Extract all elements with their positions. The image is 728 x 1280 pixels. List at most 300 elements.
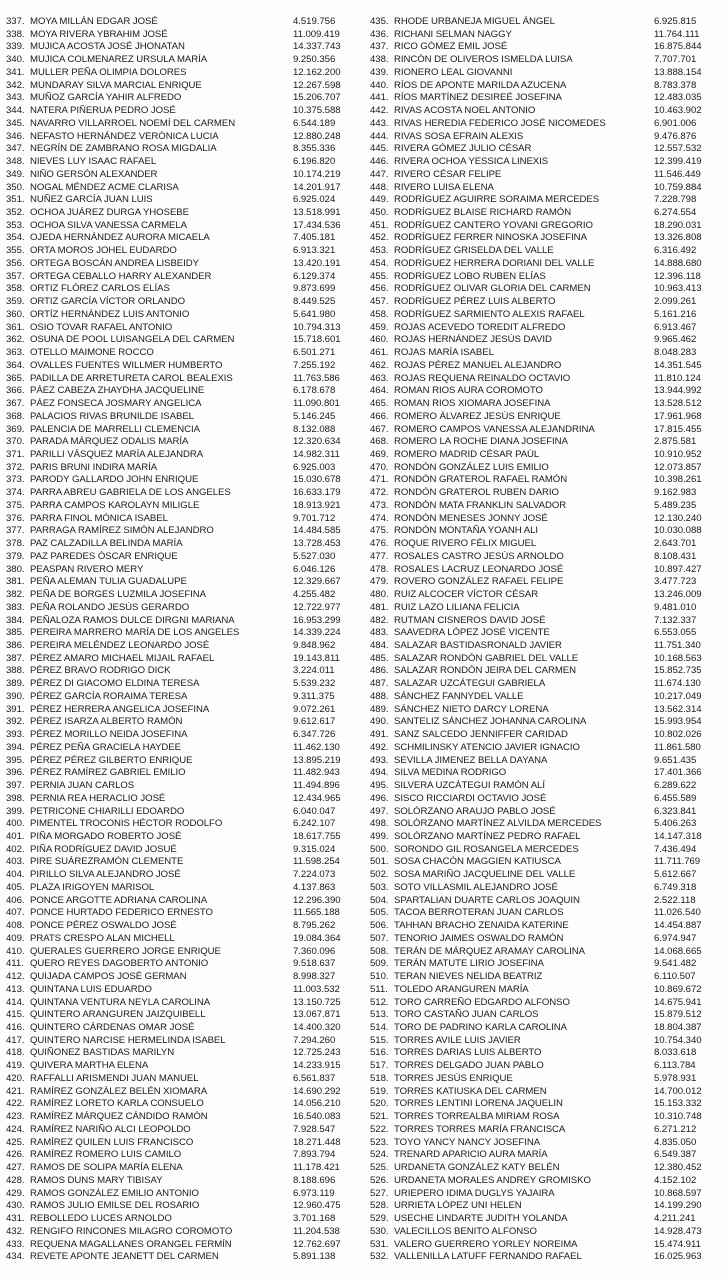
- list-item: [6, 1213, 358, 1226]
- id-number: 18.271.448: [293, 1136, 341, 1148]
- list-item: [6, 309, 358, 322]
- list-item: [370, 971, 722, 984]
- person-name: PÁEZ FONSECA JOSMARY ANGELICA: [30, 398, 202, 410]
- list-item: [6, 296, 358, 309]
- list-item: [6, 347, 358, 360]
- person-name: NAVARRO VILLARROEL NOEMÍ DEL CARMEN: [30, 117, 236, 129]
- person-name: RIVERO LUISA ELENA: [394, 181, 494, 193]
- list-item: [6, 653, 358, 666]
- person-name: PADILLA DE ARRETURETA CAROL BEALEXIS: [30, 372, 233, 384]
- person-name: PARRA CAMPOS KAROLAYN MILIGLE: [30, 499, 200, 511]
- list-item: [6, 946, 358, 959]
- person-name: RONDÓN GRATEROL RAFAEL RAMÓN: [394, 474, 568, 486]
- id-number: 7.294.260: [293, 1034, 336, 1046]
- person-name: PERNIA JUAN CARLOS: [30, 780, 135, 792]
- person-name: PARRA ABREU GABRIELA DE LOS ANGELES: [30, 487, 231, 499]
- item-number: 349.: [6, 168, 25, 180]
- item-number: 391.: [6, 703, 25, 715]
- person-name: PÉREZ GARCÍA RORAIMA TERESA: [30, 690, 188, 702]
- list-item: [370, 665, 722, 678]
- list-item: [370, 436, 722, 449]
- person-name: MUJICA ACOSTA JOSÉ JHONATAN: [30, 41, 185, 53]
- id-number: 6.749.318: [654, 881, 697, 893]
- list-item: [370, 1047, 722, 1060]
- item-number: 480.: [370, 589, 389, 601]
- id-number: 9.612.617: [293, 716, 336, 728]
- list-item: [370, 742, 722, 755]
- id-number: 10.868.597: [654, 1187, 702, 1199]
- id-number: 2.875.581: [654, 436, 697, 448]
- list-item: [370, 322, 722, 335]
- person-name: RONDÓN GONZÁLEZ LUIS EMILIO: [394, 461, 549, 473]
- list-item: [6, 933, 358, 946]
- id-number: 11.462.130: [293, 741, 340, 753]
- person-name: PLAZA IRIGOYEN MARISOL: [30, 881, 155, 893]
- id-number: 10.463.902: [654, 105, 702, 117]
- id-number: 14.147.318: [654, 831, 702, 842]
- person-name: PRATS CRESPO ALAN MICHELL: [30, 932, 175, 944]
- item-number: 350.: [6, 181, 25, 193]
- person-name: MOYA RIVERA YBRAHIM JOSÉ: [30, 28, 168, 40]
- person-name: VALECILLOS BENITO ALFONSO: [394, 1225, 537, 1237]
- id-number: 12.434.965: [293, 792, 341, 804]
- person-name: RODRÍGUEZ GRISELDA DEL VALLE: [394, 245, 554, 257]
- id-number: 9.481.010: [654, 601, 697, 613]
- id-number: 7.228.798: [654, 194, 697, 206]
- item-number: 422.: [6, 1098, 25, 1110]
- id-number: 17.961.968: [654, 410, 702, 422]
- item-number: 506.: [370, 920, 389, 932]
- list-item: [370, 462, 722, 475]
- item-number: 399.: [6, 805, 25, 817]
- list-item: [370, 1086, 722, 1099]
- list-item: [6, 500, 358, 513]
- id-number: 7.436.494: [654, 843, 697, 855]
- list-item: [6, 41, 358, 54]
- id-number: 14.454.887: [654, 920, 702, 932]
- person-name: TORRES LENTINI LORENA JAQUELIN: [394, 1098, 563, 1110]
- person-name: ORTIZ GARCÍA VÍCTOR ORLANDO: [30, 296, 186, 308]
- list-item: [370, 984, 722, 997]
- id-number: 7.928.547: [293, 1123, 336, 1135]
- id-number: 16.633.179: [293, 487, 341, 499]
- list-item: [370, 831, 722, 844]
- item-number: 512.: [370, 996, 389, 1008]
- id-number: 11.674.130: [654, 678, 701, 690]
- person-name: RONDÓN MONTAÑA YOANH ALI: [394, 525, 538, 537]
- item-number: 427.: [6, 1162, 25, 1174]
- item-number: 337.: [6, 16, 25, 27]
- id-number: 6.925.003: [293, 461, 336, 473]
- list-item: [6, 1124, 358, 1137]
- list-item: [6, 1035, 358, 1048]
- person-name: TORO CARREÑO EDGARDO ALFONSO: [394, 996, 570, 1008]
- list-item: [6, 729, 358, 742]
- person-name: USECHE LINDARTE JUDITH YOLANDA: [394, 1213, 568, 1225]
- id-number: 18.913.921: [293, 499, 341, 511]
- list-item: [370, 678, 722, 691]
- item-number: 484.: [370, 639, 389, 651]
- item-number: 393.: [6, 729, 25, 741]
- person-name: ROMAN RIOS XIOMARA JOSEFINA: [394, 398, 551, 410]
- list-item: [6, 398, 358, 411]
- person-name: OVALLES FUENTES WILLMER HUMBERTO: [30, 359, 223, 371]
- item-number: 457.: [370, 296, 389, 308]
- id-number: 12.880.248: [293, 130, 341, 142]
- id-number: 8.795.262: [293, 920, 336, 932]
- list-item: [370, 29, 722, 42]
- id-number: 11.546.449: [654, 168, 701, 180]
- person-name: PARILLI VÁSQUEZ MARÍA ALEJANDRA: [30, 448, 204, 460]
- list-item: [6, 895, 358, 908]
- item-number: 360.: [6, 308, 25, 320]
- person-name: PALACIOS RIVAS BRUNILDE ISABEL: [30, 410, 194, 422]
- item-number: 437.: [370, 41, 389, 53]
- person-name: ROSALES LACRUZ LEONARDO JOSÉ: [394, 563, 564, 575]
- list-item: [6, 1073, 358, 1086]
- person-name: PETRICONE CHIARILLI EDOARDO: [30, 805, 185, 817]
- id-number: 4.835.050: [654, 1136, 697, 1148]
- list-item: [370, 1098, 722, 1111]
- item-number: 396.: [6, 767, 25, 779]
- person-name: TAHHAN BRACHO ZENAIDA KATERINE: [394, 920, 569, 932]
- id-number: 14.056.210: [293, 1098, 341, 1110]
- list-item: [6, 1188, 358, 1201]
- list-item: [6, 462, 358, 475]
- item-number: 339.: [6, 41, 25, 53]
- id-number: 14.337.743: [293, 41, 341, 53]
- item-number: 463.: [370, 372, 389, 384]
- id-number: 14.484.585: [293, 525, 341, 537]
- item-number: 375.: [6, 499, 25, 511]
- id-number: 12.960.475: [293, 1200, 341, 1212]
- item-number: 486.: [370, 665, 389, 677]
- person-name: ROJAS PÉREZ MANUEL ALEJANDRO: [394, 359, 562, 371]
- person-name: NOGAL MÉNDEZ ACME CLARISA: [30, 181, 179, 193]
- id-number: 7.405.181: [293, 232, 336, 244]
- list-item: [6, 997, 358, 1010]
- item-number: 426.: [6, 1149, 25, 1161]
- id-number: 5.161.216: [654, 308, 697, 320]
- list-item: [370, 958, 722, 971]
- person-name: ROJAS MARÍA ISABEL: [394, 347, 494, 359]
- person-name: SOLÓRZANO MARTÍNEZ ALVILDA MERCEDES: [394, 818, 602, 830]
- person-name: PIMENTEL TROCONIS HÉCTOR RODOLFO: [30, 818, 223, 830]
- list-item: [370, 640, 722, 653]
- id-number: 6.553.055: [654, 627, 697, 639]
- person-name: RIVERA GÓMEZ JULIO CÉSAR: [394, 143, 532, 155]
- item-number: 493.: [370, 754, 389, 766]
- person-name: TERAN NIEVES NELIDA BEATRIZ: [394, 971, 543, 983]
- id-number: 6.289.622: [654, 780, 697, 792]
- id-number: 5.891.138: [293, 1251, 336, 1263]
- id-number: 10.963.413: [654, 283, 702, 295]
- person-name: SORONDO GIL ROSANGELA MERCEDES: [394, 843, 579, 855]
- person-name: RODRÍGUEZ SARMIENTO ALEXIS RAFAEL: [394, 308, 585, 320]
- item-number: 402.: [6, 843, 25, 855]
- list-item: [370, 385, 722, 398]
- list-item: [370, 1060, 722, 1073]
- list-item: [370, 844, 722, 857]
- id-number: 7.707.701: [654, 54, 697, 66]
- id-number: 6.925.815: [654, 16, 697, 27]
- item-number: 492.: [370, 741, 389, 753]
- id-number: 11.810.124: [654, 372, 701, 384]
- item-number: 343.: [6, 92, 25, 104]
- list-item: [6, 54, 358, 67]
- person-name: PÉREZ MORILLO NEIDA JOSEFINA: [30, 729, 188, 741]
- list-item: [370, 105, 722, 118]
- id-number: 11.598.254: [293, 856, 340, 868]
- item-number: 370.: [6, 436, 25, 448]
- id-number: 8.132.088: [293, 423, 336, 435]
- person-name: RODRÍGUEZ FERRER NINOSKA JOSEFINA: [394, 232, 587, 244]
- id-number: 8.783.378: [654, 79, 697, 91]
- person-name: PÁEZ CABEZA ZHAYDHA JACQUELINE: [30, 385, 205, 397]
- person-name: URDANETA GONZÁLEZ KATY BELÉN: [394, 1162, 560, 1174]
- id-number: 6.274.554: [654, 207, 697, 219]
- list-item: [370, 780, 722, 793]
- list-item: [6, 615, 358, 628]
- item-number: 530.: [370, 1225, 389, 1237]
- id-number: 15.153.332: [654, 1098, 702, 1110]
- id-number: 10.869.672: [654, 983, 702, 995]
- list-item: [370, 487, 722, 500]
- id-number: 10.910.952: [654, 448, 702, 460]
- list-item: [6, 691, 358, 704]
- list-item: [370, 538, 722, 551]
- person-name: RAMÍREZ LORETO KARLA CONSUELO: [30, 1098, 204, 1110]
- id-number: 6.925.024: [293, 194, 336, 206]
- item-number: 388.: [6, 665, 25, 677]
- person-name: RUIZ LAZO LILIANA FELICIA: [394, 601, 520, 613]
- id-number: 6.501.271: [293, 347, 336, 359]
- person-name: ROQUE RIVERO FÉLIX MIGUEL: [394, 538, 537, 550]
- list-item: [6, 742, 358, 755]
- item-number: 356.: [6, 257, 25, 269]
- person-name: PAZ PAREDES ÓSCAR ENRIQUE: [30, 550, 178, 562]
- item-number: 438.: [370, 54, 389, 66]
- id-number: 4.211.241: [654, 1213, 696, 1225]
- id-number: 9.873.699: [293, 283, 336, 295]
- item-number: 479.: [370, 576, 389, 588]
- list-item: [370, 716, 722, 729]
- list-item: [6, 29, 358, 42]
- list-item: [370, 729, 722, 742]
- person-name: TORRES KATIUSKA DEL CARMEN: [394, 1085, 547, 1097]
- list-item: [370, 80, 722, 93]
- id-number: 12.762.697: [293, 1238, 341, 1250]
- list-item: [370, 1022, 722, 1035]
- person-name: TORRES DARIAS LUIS ALBERTO: [394, 1047, 542, 1059]
- id-number: 2.643.701: [654, 538, 697, 550]
- person-name: SEVILLA JIMENEZ BELLA DAYANA: [394, 754, 548, 766]
- person-name: NIEVES LUY ISAAC RAFAEL: [30, 156, 157, 168]
- id-number: 14.351.545: [654, 359, 702, 371]
- person-name: RIVAS SOSA EFRAIN ALEXIS: [394, 130, 524, 142]
- list-item: [370, 946, 722, 959]
- item-number: 444.: [370, 130, 389, 142]
- id-number: 8.188.696: [293, 1174, 336, 1186]
- id-number: 12.162.200: [293, 66, 341, 78]
- item-number: 517.: [370, 1060, 389, 1072]
- item-number: 511.: [370, 983, 388, 995]
- list-item: [6, 665, 358, 678]
- item-number: 409.: [6, 932, 25, 944]
- item-number: 394.: [6, 741, 25, 753]
- id-number: 5.489.235: [654, 499, 697, 511]
- person-name: TORRES DELGADO JUAN PABLO: [394, 1060, 544, 1072]
- id-number: 11.482.943: [293, 767, 340, 779]
- person-name: PARODY GALLARDO JOHN ENRIQUE: [30, 474, 199, 486]
- list-item: [370, 131, 722, 144]
- item-number: 439.: [370, 66, 389, 78]
- item-number: 466.: [370, 410, 389, 422]
- id-number: 13.246.009: [654, 589, 702, 601]
- id-number: 11.204.538: [293, 1225, 340, 1237]
- list-item: [370, 704, 722, 717]
- id-number: 9.701.712: [293, 512, 336, 524]
- item-number: 524.: [370, 1149, 389, 1161]
- item-number: 462.: [370, 359, 389, 371]
- id-number: 17.815.455: [654, 423, 702, 435]
- id-number: 6.316.492: [654, 245, 697, 257]
- id-number: 3.701.168: [293, 1213, 336, 1225]
- id-number: 13.067.871: [293, 1009, 341, 1021]
- list-item: [370, 551, 722, 564]
- person-name: NATERA PIÑERUA PEDRO JOSÉ: [30, 105, 176, 117]
- id-number: 5.527.030: [293, 550, 336, 562]
- person-name: TOLEDO ARANGUREN MARÍA: [394, 983, 529, 995]
- id-number: 13.420.191: [293, 257, 341, 269]
- person-name: RODRÍGUEZ PÉREZ LUIS ALBERTO: [394, 296, 556, 308]
- item-number: 514.: [370, 1022, 389, 1034]
- list-item: [6, 131, 358, 144]
- list-item: [370, 513, 722, 526]
- list-item: [370, 1175, 722, 1188]
- item-number: 411.: [6, 958, 24, 970]
- person-name: RAFFALLI ARISMENDI JUAN MANUEL: [30, 1072, 199, 1084]
- id-number: 14.199.290: [654, 1200, 702, 1212]
- list-item: [370, 334, 722, 347]
- person-name: OTELLO MAIMONE ROCCO: [30, 347, 154, 359]
- list-item: [6, 118, 358, 131]
- item-number: 453.: [370, 245, 389, 257]
- item-number: 371.: [6, 448, 25, 460]
- id-number: 11.003.532: [293, 983, 340, 995]
- person-name: RUTMAN CISNEROS DAVID JOSÉ: [394, 614, 546, 626]
- item-number: 521.: [370, 1111, 389, 1123]
- list-item: [370, 767, 722, 780]
- person-name: MOYA MILLÁN EDGAR JOSÉ: [30, 16, 158, 27]
- id-number: 10.174.219: [293, 168, 341, 180]
- item-number: 367.: [6, 398, 25, 410]
- person-name: QUERO REYES DAGOBERTO ANTONIO: [30, 958, 209, 970]
- item-number: 454.: [370, 257, 389, 269]
- item-number: 419.: [6, 1060, 25, 1072]
- list-item: [6, 385, 358, 398]
- person-name: TORO DE PADRINO KARLA CAROLINA: [394, 1022, 568, 1034]
- item-number: 496.: [370, 792, 389, 804]
- item-number: 408.: [6, 920, 25, 932]
- list-item: [370, 564, 722, 577]
- id-number: 6.974.947: [654, 932, 697, 944]
- item-number: 361.: [6, 321, 25, 333]
- item-number: 365.: [6, 372, 25, 384]
- person-name: PÉREZ AMARO MICHAEL MIJAIL RAFAEL: [30, 652, 215, 664]
- list-item: [370, 856, 722, 869]
- id-number: 6.271.212: [654, 1123, 697, 1135]
- item-number: 487.: [370, 678, 389, 690]
- id-number: 16.025.963: [654, 1251, 702, 1263]
- id-number: 12.557.532: [654, 143, 702, 155]
- list-item: [370, 755, 722, 768]
- item-number: 468.: [370, 436, 389, 448]
- list-item: [370, 118, 722, 131]
- id-number: 13.944.992: [654, 385, 702, 397]
- item-number: 472.: [370, 487, 389, 499]
- list-item: [6, 487, 358, 500]
- id-number: 6.242.107: [293, 818, 336, 830]
- list-item: [370, 933, 722, 946]
- list-item: [6, 424, 358, 437]
- list-item: [6, 156, 358, 169]
- list-item: [6, 334, 358, 347]
- list-item: [370, 895, 722, 908]
- list-item: [370, 309, 722, 322]
- item-number: 401.: [6, 831, 25, 842]
- person-name: VALERO GUERRERO YORLEY NOREIMA: [394, 1238, 578, 1250]
- list-item: [6, 1060, 358, 1073]
- id-number: 9.518.637: [293, 958, 336, 970]
- item-number: 458.: [370, 308, 389, 320]
- person-name: ORTÍZ HERNÁNDEZ LUIS ANTONIO: [30, 308, 190, 320]
- item-number: 352.: [6, 207, 25, 219]
- item-number: 398.: [6, 792, 25, 804]
- list-item: [370, 143, 722, 156]
- person-name: SOSA MARIÑO JACQUELINE DEL VALLE: [394, 869, 576, 881]
- person-name: RIVAS HEREDIA FEDERICO JOSÉ NICOMEDES: [394, 117, 606, 129]
- id-number: 14.982.311: [293, 448, 340, 460]
- item-number: 362.: [6, 334, 25, 346]
- person-name: QUIVERA MARTHA ELENA: [30, 1060, 149, 1072]
- item-number: 531.: [370, 1238, 389, 1250]
- person-name: SOTO VILLASMIL ALEJANDRO JOSÉ: [394, 881, 558, 893]
- person-name: TACOA BERROTERAN JUAN CARLOS: [394, 907, 564, 919]
- id-number: 5.978.931: [654, 1072, 697, 1084]
- person-name: PÉREZ BRAVO RODRIGO DICK: [30, 665, 171, 677]
- person-name: RHODE URBANEJA MIGUEL ÁNGEL: [394, 16, 555, 27]
- person-name: ROJAS ACEVEDO TOREDIT ALFREDO: [394, 321, 566, 333]
- item-number: 417.: [6, 1034, 25, 1046]
- list-item: [6, 474, 358, 487]
- item-number: 505.: [370, 907, 389, 919]
- person-name: URIEPERO IDIMA DUGLYS YAJAIRA: [394, 1187, 555, 1199]
- id-number: 11.565.188: [293, 907, 340, 919]
- item-number: 491.: [370, 729, 389, 741]
- item-number: 395.: [6, 754, 25, 766]
- id-number: 15.206.707: [293, 92, 341, 104]
- list-item: [6, 373, 358, 386]
- person-name: PÉREZ HERRERA ANGELICA JOSEFINA: [30, 703, 210, 715]
- person-name: PIRE SUÁREZRAMÓN CLEMENTE: [30, 856, 184, 868]
- person-name: RICO GÓMEZ EMIL JOSÉ: [394, 41, 508, 53]
- list-item: [6, 245, 358, 258]
- id-number: 18.617.755: [293, 831, 341, 842]
- id-number: 12.073.857: [654, 461, 702, 473]
- item-number: 526.: [370, 1174, 389, 1186]
- list-item: [6, 627, 358, 640]
